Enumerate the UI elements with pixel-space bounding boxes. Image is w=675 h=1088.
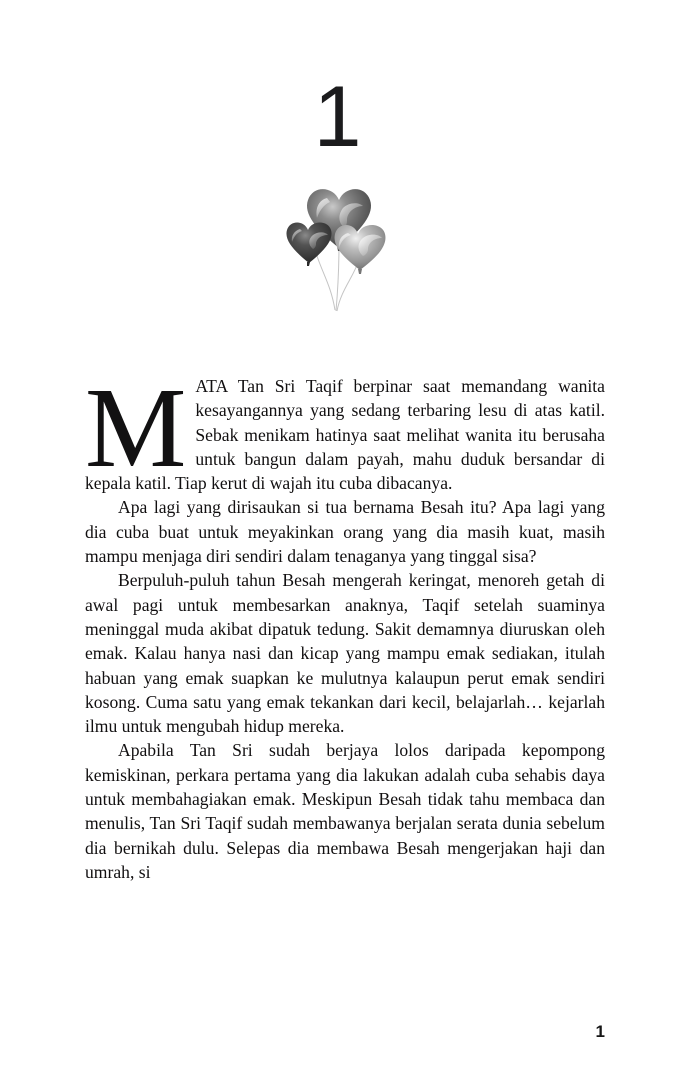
balloon-right	[334, 225, 385, 274]
paragraph-3: Berpuluh-puluh tahun Besah mengerah keringat, menoreh getah di awal pagi untuk membesarkan anaknya, Taqif setelah suaminya meninggal muda akibat dipatuk tedung. Sakit demamnya diuruskan oleh emak. Kalau hanya nasi dan kicap yang mampu emak sediakan, itulah habuan yang emak suapkan ke mulutnya kalaupun perut emak sendiri kosong. Cuma satu yang emak tekankan dari kecil, belajarlah… kejarlah ilmu untuk mengubah hidup mereka.	[85, 570, 605, 737]
paragraph-4: Apabila Tan Sri sudah berjaya lolos daripada kepompong kemiskinan, perkara pertama yang dia lakukan adalah cuba sehabis daya untuk membahagiakan emak. Meskipun Besah tidak tahu membaca dan menulis, Tan Sri Taqif sudah membawanya berjalan serata dunia sebelum dia bernikah dulu. Selepas dia membawa Besah mengerjakan haji dan umrah, si	[85, 740, 605, 882]
chapter-number: 1	[313, 69, 362, 165]
paragraph-2: Apa lagi yang dirisaukan si tua bernama Besah itu? Apa lagi yang dia cuba buat untuk meyakinkan orang yang dia masih kuat, masih mampu menjaga diri sendiri dalam tenaganya yang tinggal sisa?	[85, 497, 605, 567]
heart-balloons-ornament	[0, 178, 675, 318]
paragraph-1	[85, 364, 605, 495]
balloon-left	[286, 223, 331, 267]
page-number: 1	[595, 1022, 605, 1041]
body-text	[85, 364, 605, 884]
paragraph-1-text: ATA Tan Sri Taqif berpinar saat memandang wanita kesayangannya yang sedang terbaring lesu di atas katil. Sebak menikam hatinya saat melihat wanita itu berusaha untuk bangun dalam payah, mahu duduk bersandar di kepala katil. Tiap kerut di wajah itu cuba dibacanya.	[85, 376, 605, 494]
heart-balloons-svg	[283, 178, 393, 318]
drop-cap: M	[85, 364, 187, 491]
